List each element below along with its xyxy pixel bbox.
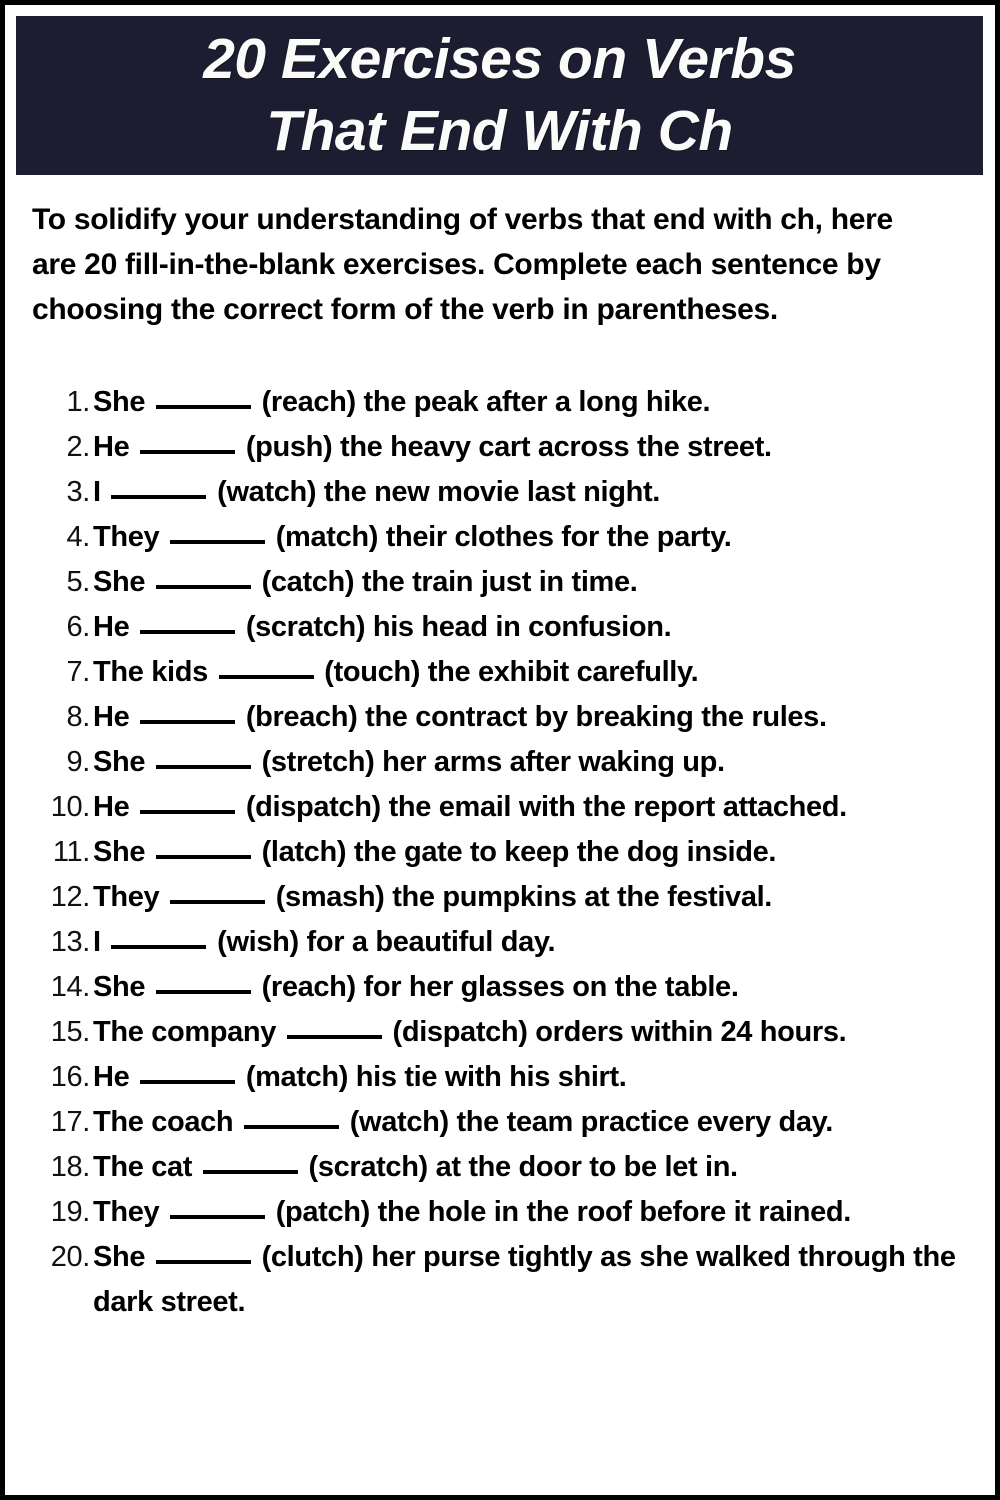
fill-in-blank[interactable]: [156, 565, 251, 589]
exercise-sentence: [93, 515, 970, 560]
worksheet-body: [5, 175, 995, 1495]
fill-in-blank[interactable]: [111, 925, 206, 949]
sentence-suffix: (push) the heavy cart across the street.: [245, 431, 772, 463]
exercise-item: [32, 830, 970, 875]
sentence-prefix: The company: [93, 1016, 277, 1048]
exercise-sentence: [93, 920, 970, 965]
fill-in-blank[interactable]: [219, 655, 314, 679]
exercise-sentence: [93, 560, 970, 605]
exercise-number: 3.: [66, 476, 90, 508]
sentence-suffix: (match) their clothes for the party.: [275, 521, 732, 553]
sentence-prefix: They: [93, 881, 160, 913]
fill-in-blank[interactable]: [140, 700, 235, 724]
exercise-item: [32, 1055, 970, 1100]
exercise-number: 1.: [66, 386, 90, 418]
sentence-suffix: (scratch) at the door to be let in.: [308, 1151, 738, 1183]
exercise-number: 20.: [50, 1241, 90, 1273]
exercise-item: [32, 470, 970, 515]
exercise-item: [32, 515, 970, 560]
exercise-number: 13.: [50, 926, 90, 958]
sentence-prefix: The kids: [93, 656, 208, 688]
sentence-suffix: (latch) the gate to keep the dog inside.: [261, 836, 777, 868]
fill-in-blank[interactable]: [287, 1015, 382, 1039]
sentence-suffix: (match) his tie with his shirt.: [245, 1061, 627, 1093]
exercise-number: 12.: [50, 881, 90, 913]
exercise-sentence: [93, 1235, 970, 1325]
sentence-suffix: (watch) the new movie last night.: [217, 476, 660, 508]
exercise-sentence: [93, 785, 970, 830]
exercise-number: 5.: [66, 566, 90, 598]
fill-in-blank[interactable]: [140, 790, 235, 814]
exercise-number: 18.: [50, 1151, 90, 1183]
sentence-suffix: (touch) the exhibit carefully.: [324, 656, 699, 688]
exercise-sentence: [93, 650, 970, 695]
exercise-number: 9.: [66, 746, 90, 778]
fill-in-blank[interactable]: [203, 1150, 298, 1174]
exercise-list: [32, 380, 970, 1325]
exercise-number: 2.: [66, 431, 90, 463]
exercise-item: [32, 1010, 970, 1055]
fill-in-blank[interactable]: [140, 610, 235, 634]
sentence-prefix: She: [93, 1241, 146, 1273]
exercise-sentence: [93, 1055, 970, 1100]
exercise-sentence: [93, 425, 970, 470]
exercise-sentence: [93, 740, 970, 785]
exercise-number: 16.: [50, 1061, 90, 1093]
exercise-number: 8.: [66, 701, 90, 733]
exercise-number: 15.: [50, 1016, 90, 1048]
exercise-item: [32, 740, 970, 785]
exercise-item: [32, 425, 970, 470]
sentence-prefix: She: [93, 746, 146, 778]
exercise-item: [32, 875, 970, 920]
exercise-item: [32, 380, 970, 425]
exercise-number: 14.: [50, 971, 90, 1003]
exercise-number: 17.: [50, 1106, 90, 1138]
sentence-suffix: (smash) the pumpkins at the festival.: [275, 881, 773, 913]
sentence-suffix: (breach) the contract by breaking the rules.: [245, 701, 827, 733]
sentence-suffix: (stretch) her arms after waking up.: [261, 746, 725, 778]
exercise-sentence: [93, 1010, 970, 1055]
exercise-sentence: [93, 1100, 970, 1145]
exercise-number: 6.: [66, 611, 90, 643]
exercise-item: [32, 605, 970, 650]
sentence-prefix: He: [93, 431, 130, 463]
exercise-number: 4.: [66, 521, 90, 553]
exercise-sentence: [93, 380, 970, 425]
exercise-item: [32, 695, 970, 740]
fill-in-blank[interactable]: [156, 1240, 251, 1264]
page-title: 20 Exercises on Verbs That End With Ch: [203, 27, 796, 163]
sentence-prefix: She: [93, 386, 146, 418]
sentence-suffix: (clutch) her purse tightly as she walked through the dark street.: [93, 1241, 956, 1318]
exercise-item: [32, 1235, 970, 1325]
exercise-item: [32, 965, 970, 1010]
exercise-item: [32, 1145, 970, 1190]
fill-in-blank[interactable]: [156, 745, 251, 769]
sentence-suffix: (reach) for her glasses on the table.: [261, 971, 739, 1003]
exercise-sentence: [93, 470, 970, 515]
sentence-prefix: The coach: [93, 1106, 234, 1138]
sentence-suffix: (reach) the peak after a long hike.: [261, 386, 711, 418]
fill-in-blank[interactable]: [170, 1195, 265, 1219]
sentence-prefix: They: [93, 521, 160, 553]
fill-in-blank[interactable]: [244, 1105, 339, 1129]
sentence-prefix: The cat: [93, 1151, 193, 1183]
exercise-number: 7.: [66, 656, 90, 688]
fill-in-blank[interactable]: [111, 475, 206, 499]
exercise-sentence: [93, 965, 970, 1010]
sentence-suffix: (dispatch) the email with the report attached.: [245, 791, 847, 823]
sentence-suffix: (dispatch) orders within 24 hours.: [392, 1016, 847, 1048]
exercise-item: [32, 1190, 970, 1235]
sentence-prefix: He: [93, 791, 130, 823]
exercise-sentence: [93, 1145, 970, 1190]
fill-in-blank[interactable]: [156, 970, 251, 994]
sentence-prefix: He: [93, 701, 130, 733]
exercise-sentence: [93, 830, 970, 875]
sentence-prefix: They: [93, 1196, 160, 1228]
sentence-prefix: She: [93, 971, 146, 1003]
exercise-item: [32, 785, 970, 830]
exercise-sentence: [93, 605, 970, 650]
sentence-prefix: She: [93, 566, 146, 598]
exercise-item: [32, 650, 970, 695]
exercise-sentence: [93, 695, 970, 740]
sentence-suffix: (patch) the hole in the roof before it rained.: [275, 1196, 851, 1228]
exercise-sentence: [93, 875, 970, 920]
sentence-suffix: (wish) for a beautiful day.: [217, 926, 556, 958]
sentence-suffix: (watch) the team practice every day.: [349, 1106, 834, 1138]
fill-in-blank[interactable]: [140, 430, 235, 454]
exercise-number: 11.: [52, 836, 90, 868]
exercise-item: [32, 1100, 970, 1145]
exercise-sentence: [93, 1190, 970, 1235]
sentence-prefix: I: [93, 476, 101, 508]
fill-in-blank[interactable]: [170, 880, 265, 904]
sentence-suffix: (scratch) his head in confusion.: [245, 611, 672, 643]
exercise-item: [32, 560, 970, 605]
exercise-number: 10.: [50, 791, 90, 823]
fill-in-blank[interactable]: [156, 835, 251, 859]
fill-in-blank[interactable]: [140, 1060, 235, 1084]
exercise-item: [32, 920, 970, 965]
fill-in-blank[interactable]: [170, 520, 265, 544]
fill-in-blank[interactable]: [156, 385, 251, 409]
sentence-prefix: He: [93, 611, 130, 643]
intro-paragraph: To solidify your understanding of verbs that end with ch, here are 20 fill-in-the-blank exercises. Complete each sentence by choosing the correct form of the verb in parentheses.: [32, 203, 893, 326]
sentence-prefix: I: [93, 926, 101, 958]
exercise-number: 19.: [50, 1196, 90, 1228]
sentence-suffix: (catch) the train just in time.: [261, 566, 638, 598]
sentence-prefix: She: [93, 836, 146, 868]
header-banner: [16, 16, 983, 175]
sentence-prefix: He: [93, 1061, 130, 1093]
